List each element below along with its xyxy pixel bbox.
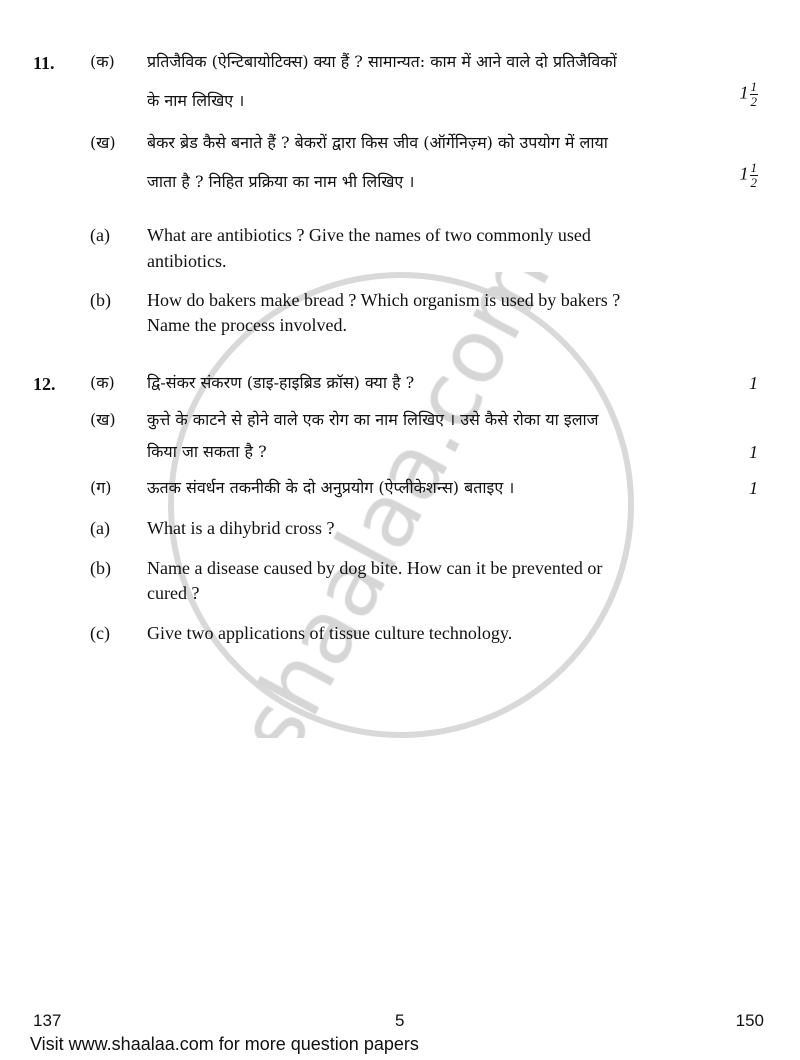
q12-ka-label: (क) [90, 373, 115, 392]
q12-c-label: (c) [90, 623, 110, 643]
q12-b-line-2: cured ? [147, 583, 200, 603]
paper-code: 137 [33, 1011, 62, 1030]
mark-numerator: 1 [750, 79, 757, 94]
q12-a-line-1: What is a dihybrid cross ? [147, 518, 335, 538]
q11-kha-marks [740, 161, 759, 190]
q11-ka-label: (क) [90, 52, 115, 71]
page-number: 5 [395, 1011, 405, 1030]
q11-b-label: (b) [90, 290, 111, 310]
q12-kha-label: (ख) [90, 410, 116, 429]
q11-kha-line-1: बेकर ब्रेड कैसे बनाते हैं ? बेकरों द्वारा किस जीव (ऑर्गेनिज़्म) को उपयोग में लाया [147, 133, 608, 152]
mark-denominator: 2 [750, 94, 757, 109]
q11-a-line-1: What are antibiotics ? Give the names of two commonly used [147, 225, 591, 245]
q12-kha-line-1: कुत्ते के काटने से होने वाले एक रोग का नाम लिखिए । उसे कैसे रोका या इलाज [147, 410, 599, 429]
visit-link[interactable]: Visit www.shaalaa.com for more question papers [30, 1034, 419, 1054]
mark-whole: 1 [739, 82, 749, 103]
q12-b-line-1: Name a disease caused by dog bite. How can it be prevented or [147, 558, 603, 578]
q11-ka-line-1: प्रतिजैविक (ऐन्टिबायोटिक्स) क्या हैं ? सामान्यत: काम में आने वाले दो प्रतिजैविकों [147, 52, 617, 71]
q12-ga-line-1: ऊतक संवर्धन तकनीकी के दो अनुप्रयोग (ऐप्लीकेशन्स) बताइए । [147, 478, 515, 497]
question-number-11: 11. [33, 53, 55, 73]
q12-ka-line-1: द्वि-संकर संकरण (डाइ-हाइब्रिड क्रॉस) क्या है ? [147, 373, 415, 392]
total-pages: 150 [735, 1011, 764, 1030]
q12-kha-marks: 1 [749, 442, 758, 462]
q12-kha-line-2: किया जा सकता है ? [147, 442, 267, 461]
mark-whole: 1 [739, 163, 749, 184]
q11-b-line-1: How do bakers make bread ? Which organism is used by bakers ? [147, 290, 621, 310]
q12-a-label: (a) [90, 518, 110, 538]
q12-ga-label: (ग) [90, 478, 112, 497]
q12-ga-marks: 1 [749, 478, 758, 498]
question-number-12: 12. [33, 374, 56, 394]
q12-ka-marks: 1 [749, 373, 758, 393]
q11-b-line-2: Name the process involved. [147, 315, 347, 335]
mark-numerator: 1 [750, 160, 757, 175]
q11-ka-line-2: के नाम लिखिए । [147, 91, 245, 110]
q11-ka-marks [740, 80, 759, 109]
q12-c-line-1: Give two applications of tissue culture technology. [147, 623, 513, 643]
mark-denominator: 2 [750, 175, 757, 190]
q12-b-label: (b) [90, 558, 111, 578]
q11-kha-label: (ख) [90, 133, 116, 152]
watermark-logo [168, 272, 634, 738]
q11-a-line-2: antibiotics. [147, 251, 227, 271]
q11-kha-line-2: जाता है ? निहित प्रक्रिया का नाम भी लिखिए । [147, 172, 415, 191]
q11-a-label: (a) [90, 225, 110, 245]
